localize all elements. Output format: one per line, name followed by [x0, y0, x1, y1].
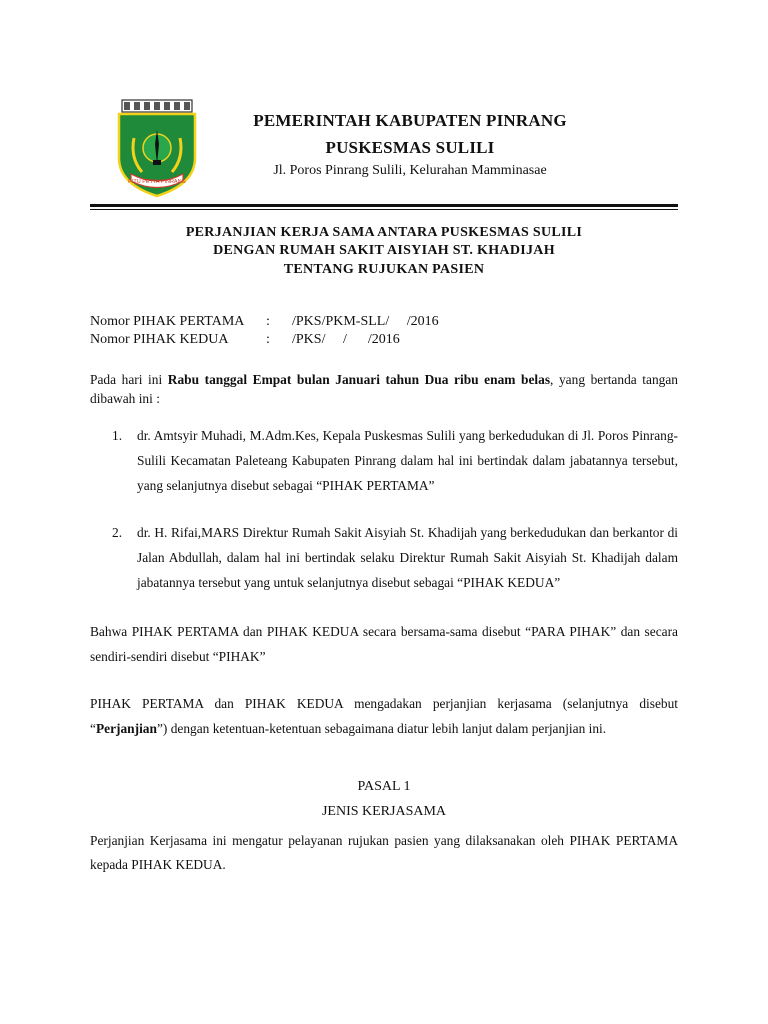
pasal-body: Perjanjian Kerjasama ini mengatur pelayanan rujukan pasien yang dilaksanakan oleh PIHAK PERTAMA kepada PIHAK KEDUA.	[90, 833, 678, 872]
nomor-separator: :	[266, 332, 270, 347]
perjanjian-bold: Perjanjian	[95, 721, 157, 736]
intro-prefix: Pada hari ini	[90, 372, 168, 387]
document-title-line2: DENGAN RUMAH SAKIT AISYIAH ST. KHADIJAH	[213, 243, 555, 258]
letterhead-rule-thin	[90, 209, 678, 210]
org-name-line2: PUSKESMAS SULILI	[325, 138, 495, 157]
nomor-label: Nomor PIHAK PERTAMA	[90, 314, 245, 329]
letterhead-rule-thick	[90, 204, 678, 207]
perjanjian-paragraph	[90, 691, 678, 741]
pinrang-regency-logo	[116, 98, 198, 198]
nomor-label: Nomor PIHAK KEDUA	[90, 332, 229, 347]
document-title-line3: TENTANG RUJUKAN PASIEN	[283, 262, 485, 277]
party-text: dr. H. Rifai,MARS Direktur Rumah Sakit Aisyiah St. Khadijah yang berkedudukan dan berkantor di Jalan Abdullah, dalam hal ini bertindak selaku Direktur Rumah Sakit Aisyiah St. Khadijah dalam jabatannya tersebut yang untuk selanjutnya disebut sebagai “PIHAK KEDUA”	[137, 525, 678, 590]
nomor-pihak-kedua	[90, 332, 400, 348]
logo-banner-text: PITU PETTA PINRANG	[128, 179, 186, 185]
perjanjian-prefix: PIHAK PERTAMA dan PIHAK KEDUA mengadakan perjanjian kerjasama (selanjutnya disebut “	[90, 696, 678, 736]
intro-date-bold: Rabu tanggal Empat bulan Januari tahun Dua ribu enam belas	[167, 372, 551, 387]
perjanjian-suffix: ”) dengan ketentuan-ketentuan sebagaimana diatur lebih lanjut dalam perjanjian ini.	[156, 721, 607, 736]
intro-paragraph	[90, 370, 678, 408]
list-number: 1.	[112, 428, 123, 443]
pasal-subheading: JENIS KERJASAMA	[321, 804, 447, 819]
org-name-line1: PEMERINTAH KABUPATEN PINRANG	[253, 111, 567, 130]
nomor-value: /PKS/PKM-SLL/ /2016	[292, 314, 439, 329]
list-number: 2.	[112, 525, 123, 540]
document-title-line1: PERJANJIAN KERJA SAMA ANTARA PUSKESMAS SULILI	[185, 225, 583, 240]
nomor-pihak-pertama	[90, 314, 439, 330]
pasal-heading: PASAL 1	[357, 779, 411, 794]
bahwa-paragraph: Bahwa PIHAK PERTAMA dan PIHAK KEDUA secara bersama-sama disebut “PARA PIHAK” dan secara sendiri-sendiri disebut “PIHAK”	[90, 624, 678, 664]
intro-suffix: , yang bertanda tangan dibawah ini :	[90, 372, 679, 406]
party-text: dr. Amtsyir Muhadi, M.Adm.Kes, Kepala Puskesmas Sulili yang berkedudukan di Jl. Poros Pinrang-Sulili Kecamatan Paleteang Kabupaten Pinrang dalam hal ini bertindak dalam jabatannya tersebut, yang selanjutnya disebut sebagai “PIHAK PERTAMA”	[137, 428, 678, 493]
org-address: Jl. Poros Pinrang Sulili, Kelurahan Mamminasae	[273, 163, 547, 178]
nomor-separator: :	[266, 314, 270, 329]
nomor-value: /PKS/ / /2016	[292, 332, 400, 347]
